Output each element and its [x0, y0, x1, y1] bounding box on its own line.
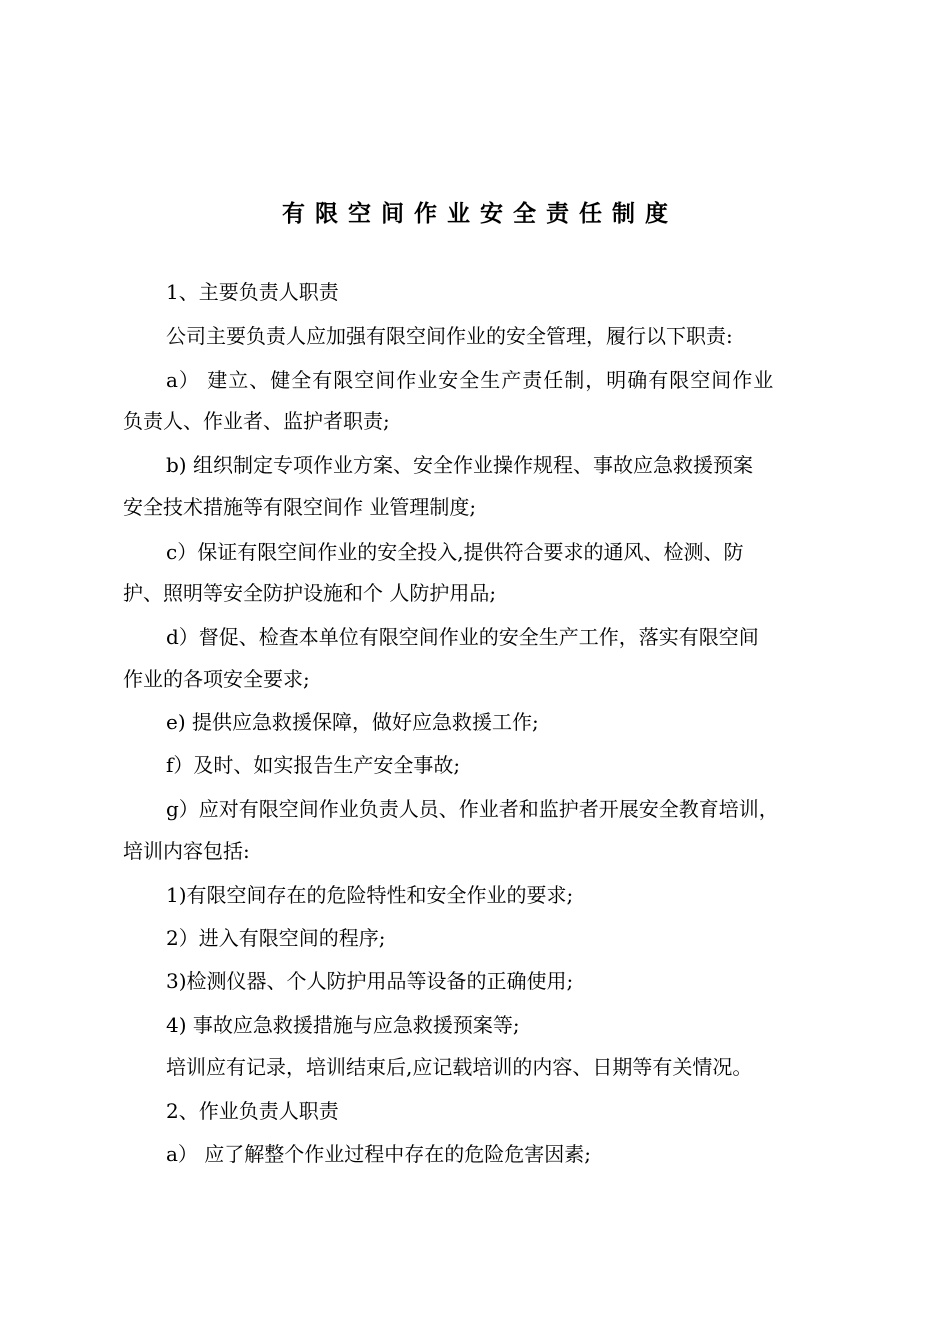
paragraph-line: a） 应了解整个作业过程中存在的危险危害因素;	[166, 1142, 592, 1166]
paragraph-line: e) 提供应急救援保障，做好应急救援工作;	[166, 710, 539, 734]
paragraph-line: a） 建立、健全有限空间作业安全生产责任制，明确有限空间作业	[166, 368, 775, 392]
paragraph-line: 培训应有记录，培训结束后,应记载培训的内容、日期等有关情况。	[166, 1055, 753, 1079]
paragraph-line: 负责人、作业者、监护者职责;	[123, 409, 390, 433]
paragraph-line: d）督促、检查本单位有限空间作业的安全生产工作，落实有限空间	[166, 625, 759, 649]
paragraph-line: 作业的各项安全要求;	[123, 667, 310, 691]
section-heading-2: 2、作业负责人职责	[166, 1099, 339, 1123]
paragraph-line: 1)有限空间存在的危险特性和安全作业的要求;	[166, 883, 574, 907]
section-heading-1: 1、主要负责人职责	[166, 280, 339, 304]
paragraph-line: 护、照明等安全防护设施和个 人防护用品;	[123, 581, 497, 605]
paragraph-line: b) 组织制定专项作业方案、安全作业操作规程、事故应急救援预案	[166, 453, 753, 477]
paragraph-line: f）及时、如实报告生产安全事故;	[166, 753, 461, 777]
paragraph-line: 公司主要负责人应加强有限空间作业的安全管理，履行以下职责:	[166, 324, 733, 348]
paragraph-line: g）应对有限空间作业负责人员、作业者和监护者开展安全教育培训，	[166, 797, 779, 821]
paragraph-line: 安全技术措施等有限空间作 业管理制度;	[123, 495, 477, 519]
paragraph-line: 培训内容包括:	[123, 839, 250, 863]
document-title: 有限空间作业安全责任制度	[282, 201, 678, 227]
paragraph-line: 4) 事故应急救援措施与应急救援预案等;	[166, 1013, 520, 1037]
paragraph-line: c）保证有限空间作业的安全投入,提供符合要求的通风、检测、防	[166, 540, 744, 564]
paragraph-line: 2）进入有限空间的程序;	[166, 926, 386, 950]
paragraph-line: 3)检测仪器、个人防护用品等设备的正确使用;	[166, 969, 574, 993]
